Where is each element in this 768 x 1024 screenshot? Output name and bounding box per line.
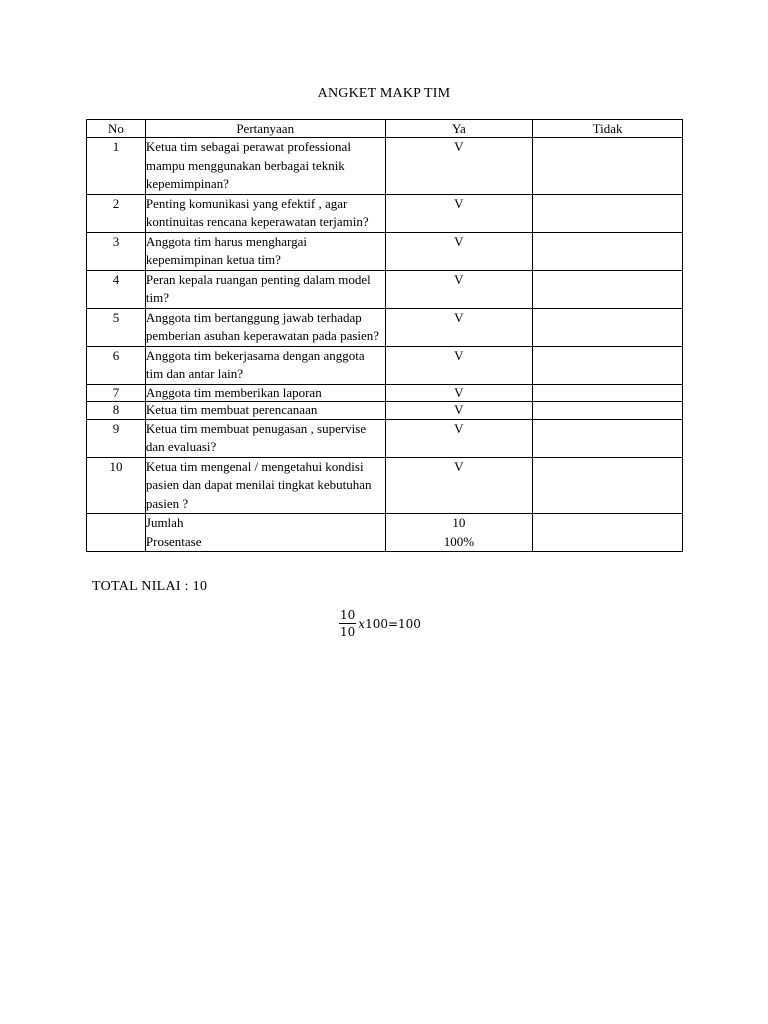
row-no-mark <box>533 457 683 514</box>
row-yes-mark: V <box>385 308 533 346</box>
summary-empty-cell <box>87 514 146 552</box>
row-no-mark <box>533 232 683 270</box>
table-row <box>87 457 683 514</box>
table-row <box>87 194 683 232</box>
summary-labels <box>145 514 385 552</box>
total-score: TOTAL NILAI : 10 <box>92 579 208 594</box>
formula-fraction <box>339 608 356 639</box>
row-question: Anggota tim harus menghargai kepemimpinan ketua tim? <box>145 232 385 270</box>
row-no-mark <box>533 270 683 308</box>
row-question: Ketua tim membuat penugasan , supervise dan evaluasi? <box>145 419 385 457</box>
formula-result: 100 <box>398 616 421 631</box>
row-yes-mark: V <box>385 419 533 457</box>
row-number: 7 <box>87 384 146 402</box>
row-yes-mark: V <box>385 402 533 420</box>
row-question: Anggota tim memberikan laporan <box>145 384 385 402</box>
summary-row <box>87 514 683 552</box>
row-number: 8 <box>87 402 146 420</box>
row-yes-mark: V <box>385 457 533 514</box>
row-yes-mark: V <box>385 346 533 384</box>
table-row <box>87 419 683 457</box>
questionnaire-table <box>86 119 683 552</box>
row-no-mark <box>533 419 683 457</box>
row-no-mark <box>533 346 683 384</box>
percent-value: 100% <box>443 533 475 549</box>
row-no-mark <box>533 308 683 346</box>
row-yes-mark: V <box>385 270 533 308</box>
formula-equals: = <box>387 616 399 631</box>
score-formula <box>339 608 421 639</box>
row-number: 10 <box>87 457 146 514</box>
table-row <box>87 346 683 384</box>
row-no-mark <box>533 402 683 420</box>
formula-numerator: 10 <box>340 608 356 622</box>
row-yes-mark: V <box>385 232 533 270</box>
header-yes: Ya <box>385 120 533 138</box>
row-number: 9 <box>87 419 146 457</box>
percent-label: Prosentase <box>145 533 202 549</box>
table-row <box>87 270 683 308</box>
formula-factor: 100 <box>365 616 388 631</box>
row-number: 5 <box>87 308 146 346</box>
row-question: Ketua tim mengenal / mengetahui kondisi pasien dan dapat menilai tingkat kebutuhan pasien ? <box>145 457 385 514</box>
row-question: Anggota tim bekerjasama dengan anggota tim dan antar lain? <box>145 346 385 384</box>
sum-label: Jumlah <box>145 515 184 530</box>
table-row <box>87 402 683 420</box>
sum-value: 10 <box>452 515 466 530</box>
header-no-answer: Tidak <box>533 120 683 138</box>
table-row <box>87 384 683 402</box>
summary-no-cell <box>533 514 683 552</box>
row-question: Ketua tim membuat perencanaan <box>145 402 385 420</box>
row-number: 3 <box>87 232 146 270</box>
table-row <box>87 138 683 195</box>
row-yes-mark: V <box>385 384 533 402</box>
header-question: Pertanyaan <box>145 120 385 138</box>
row-question: Anggota tim bertanggung jawab terhadap pemberian asuhan keperawatan pada pasien? <box>145 308 385 346</box>
row-number: 6 <box>87 346 146 384</box>
row-no-mark <box>533 384 683 402</box>
row-no-mark <box>533 138 683 195</box>
table-row <box>87 308 683 346</box>
row-no-mark <box>533 194 683 232</box>
document-title: ANGKET MAKP TIM <box>317 86 451 101</box>
row-question: Penting komunikasi yang efektif , agar kontinuitas rencana keperawatan terjamin? <box>145 194 385 232</box>
row-question: Peran kepala ruangan penting dalam model tim? <box>145 270 385 308</box>
table-header-row <box>87 120 683 138</box>
formula-operator: x <box>358 616 366 631</box>
table-row <box>87 232 683 270</box>
row-yes-mark: V <box>385 194 533 232</box>
row-number: 1 <box>87 138 146 195</box>
formula-expression <box>358 617 421 631</box>
row-question: Ketua tim sebagai perawat professional mampu menggunakan berbagai teknik kepemimpinan? <box>145 138 385 195</box>
summary-values <box>385 514 533 552</box>
row-yes-mark: V <box>385 138 533 195</box>
row-number: 4 <box>87 270 146 308</box>
header-no: No <box>87 120 146 138</box>
row-number: 2 <box>87 194 146 232</box>
formula-denominator: 10 <box>340 625 356 639</box>
